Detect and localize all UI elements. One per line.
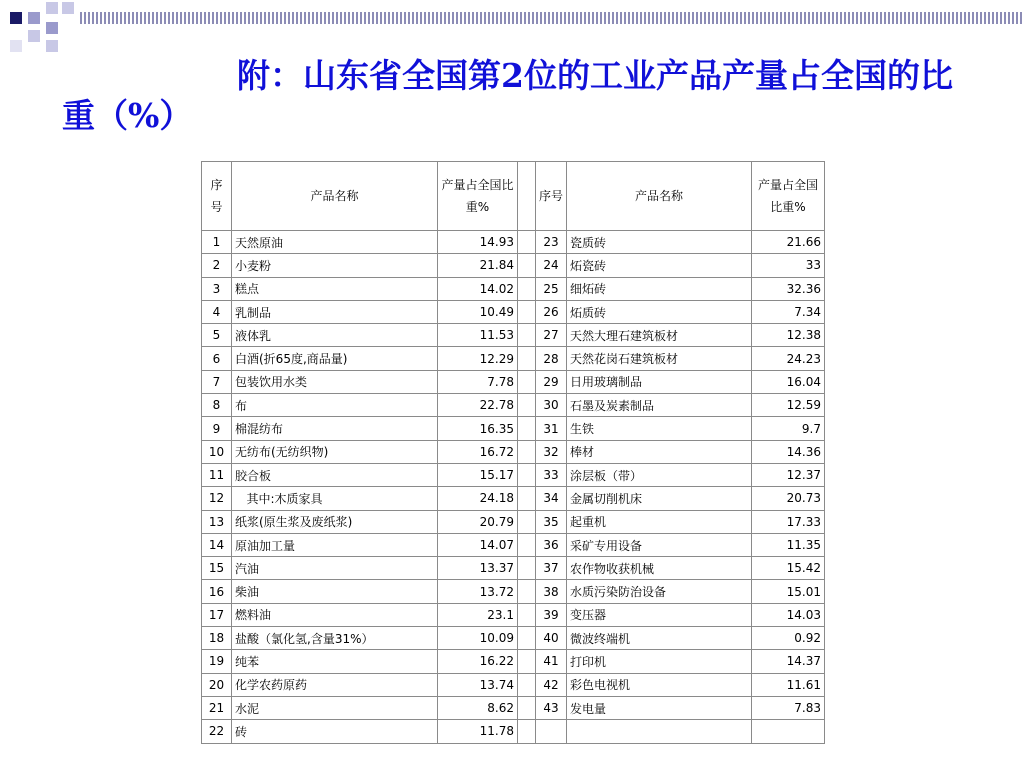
- row-number: 23: [536, 231, 567, 254]
- row-number: 37: [536, 557, 567, 580]
- row-number: 43: [536, 696, 567, 719]
- share-value: 12.59: [752, 394, 825, 417]
- column-gap: [518, 370, 536, 393]
- header-no: 序号: [202, 162, 232, 231]
- column-gap: [518, 673, 536, 696]
- column-gap: [518, 277, 536, 300]
- product-name: 石墨及炭素制品: [567, 394, 752, 417]
- column-gap: [518, 603, 536, 626]
- column-gap: [518, 300, 536, 323]
- row-number: 17: [202, 603, 232, 626]
- product-name: 打印机: [567, 650, 752, 673]
- product-name: 变压器: [567, 603, 752, 626]
- row-number: 14: [202, 533, 232, 556]
- product-name: 水质污染防治设备: [567, 580, 752, 603]
- product-name: 燃料油: [232, 603, 438, 626]
- product-name: 柴油: [232, 580, 438, 603]
- share-value: 12.37: [752, 463, 825, 486]
- header-name: 产品名称: [232, 162, 438, 231]
- header-stripe: [80, 12, 1024, 24]
- product-name: 小麦粉: [232, 254, 438, 277]
- product-name: 采矿专用设备: [567, 533, 752, 556]
- row-number: 2: [202, 254, 232, 277]
- column-gap: [518, 510, 536, 533]
- row-number: 26: [536, 300, 567, 323]
- share-value: 20.73: [752, 487, 825, 510]
- share-value: 7.78: [438, 370, 518, 393]
- column-gap: [518, 487, 536, 510]
- column-gap: [518, 324, 536, 347]
- row-number: 7: [202, 370, 232, 393]
- share-value: 11.35: [752, 533, 825, 556]
- table-row: [202, 277, 825, 300]
- column-gap: [518, 650, 536, 673]
- row-number: 42: [536, 673, 567, 696]
- row-number: 32: [536, 440, 567, 463]
- share-value: 14.93: [438, 231, 518, 254]
- share-value: 15.42: [752, 557, 825, 580]
- row-number: 36: [536, 533, 567, 556]
- table-row: [202, 463, 825, 486]
- share-value: 11.53: [438, 324, 518, 347]
- page-title: 附：山东省全国第2位的工业产品产量占全国的比重（%）: [62, 56, 953, 135]
- product-name: 微波终端机: [567, 627, 752, 650]
- share-value: 33: [752, 254, 825, 277]
- table-row: [202, 417, 825, 440]
- product-name: 无纺布(无纺织物): [232, 440, 438, 463]
- row-number: 22: [202, 720, 232, 743]
- share-value: 23.1: [438, 603, 518, 626]
- product-name: 纯苯: [232, 650, 438, 673]
- header-share: 产量占全国比重%: [438, 162, 518, 231]
- product-name: 瓷质砖: [567, 231, 752, 254]
- row-number: 6: [202, 347, 232, 370]
- share-value: 17.33: [752, 510, 825, 533]
- product-name: 涂层板（带）: [567, 463, 752, 486]
- share-value: 14.03: [752, 603, 825, 626]
- table-header-row: [202, 162, 825, 231]
- row-number: 10: [202, 440, 232, 463]
- row-number: 31: [536, 417, 567, 440]
- row-number: 12: [202, 487, 232, 510]
- column-gap: [518, 254, 536, 277]
- row-number: 30: [536, 394, 567, 417]
- product-name: 天然大理石建筑板材: [567, 324, 752, 347]
- share-value: 8.62: [438, 696, 518, 719]
- row-number: 18: [202, 627, 232, 650]
- table-row: [202, 300, 825, 323]
- row-number: 29: [536, 370, 567, 393]
- share-value: 20.79: [438, 510, 518, 533]
- product-name: 化学农药原药: [232, 673, 438, 696]
- share-value: 16.04: [752, 370, 825, 393]
- row-number: 19: [202, 650, 232, 673]
- table-row: [202, 557, 825, 580]
- row-number: 38: [536, 580, 567, 603]
- product-name: 纸浆(原生浆及废纸浆): [232, 510, 438, 533]
- product-name: 彩色电视机: [567, 673, 752, 696]
- product-name: 炻瓷砖: [567, 254, 752, 277]
- product-name: 炻质砖: [567, 300, 752, 323]
- row-number: 24: [536, 254, 567, 277]
- share-value: 24.18: [438, 487, 518, 510]
- share-value: 10.49: [438, 300, 518, 323]
- share-value: 16.35: [438, 417, 518, 440]
- product-name: 包装饮用水类: [232, 370, 438, 393]
- table-row: [202, 580, 825, 603]
- row-number: 4: [202, 300, 232, 323]
- row-number: 11: [202, 463, 232, 486]
- table-row: [202, 254, 825, 277]
- share-value: 9.7: [752, 417, 825, 440]
- table-row: [202, 370, 825, 393]
- share-value: 16.22: [438, 650, 518, 673]
- product-name: [567, 720, 752, 743]
- column-gap: [518, 162, 536, 231]
- share-value: 21.84: [438, 254, 518, 277]
- product-name: 其中:木质家具: [232, 487, 438, 510]
- row-number: 1: [202, 231, 232, 254]
- share-value: 32.36: [752, 277, 825, 300]
- column-gap: [518, 417, 536, 440]
- row-number: 33: [536, 463, 567, 486]
- share-value: 7.83: [752, 696, 825, 719]
- row-number: 27: [536, 324, 567, 347]
- share-value: 14.36: [752, 440, 825, 463]
- row-number: [536, 720, 567, 743]
- product-name: 糕点: [232, 277, 438, 300]
- share-value: 10.09: [438, 627, 518, 650]
- share-value: 15.01: [752, 580, 825, 603]
- table-row: [202, 231, 825, 254]
- row-number: 3: [202, 277, 232, 300]
- share-value: 13.37: [438, 557, 518, 580]
- share-value: 16.72: [438, 440, 518, 463]
- product-name: 乳制品: [232, 300, 438, 323]
- table-row: [202, 347, 825, 370]
- column-gap: [518, 580, 536, 603]
- table-row: [202, 603, 825, 626]
- product-name: 液体乳: [232, 324, 438, 347]
- row-number: 5: [202, 324, 232, 347]
- share-value: 14.37: [752, 650, 825, 673]
- column-gap: [518, 627, 536, 650]
- table-row: [202, 696, 825, 719]
- table-row: [202, 324, 825, 347]
- share-value: 11.61: [752, 673, 825, 696]
- row-number: 8: [202, 394, 232, 417]
- share-value: 21.66: [752, 231, 825, 254]
- share-value: 13.74: [438, 673, 518, 696]
- row-number: 13: [202, 510, 232, 533]
- row-number: 39: [536, 603, 567, 626]
- header-name: 产品名称: [567, 162, 752, 231]
- header-share: 产量占全国比重%: [752, 162, 825, 231]
- product-name: 金属切削机床: [567, 487, 752, 510]
- share-value: 12.29: [438, 347, 518, 370]
- product-name: 棒材: [567, 440, 752, 463]
- column-gap: [518, 440, 536, 463]
- product-name: 布: [232, 394, 438, 417]
- row-number: 34: [536, 487, 567, 510]
- product-name: 起重机: [567, 510, 752, 533]
- column-gap: [518, 231, 536, 254]
- column-gap: [518, 720, 536, 743]
- table-row: [202, 394, 825, 417]
- row-number: 41: [536, 650, 567, 673]
- product-name: 胶合板: [232, 463, 438, 486]
- corner-decoration: [0, 0, 80, 60]
- column-gap: [518, 557, 536, 580]
- product-name: 天然原油: [232, 231, 438, 254]
- column-gap: [518, 347, 536, 370]
- row-number: 25: [536, 277, 567, 300]
- row-number: 35: [536, 510, 567, 533]
- share-value: 0.92: [752, 627, 825, 650]
- row-number: 15: [202, 557, 232, 580]
- table-row: [202, 533, 825, 556]
- share-value: 12.38: [752, 324, 825, 347]
- product-name: 原油加工量: [232, 533, 438, 556]
- product-name: 日用玻璃制品: [567, 370, 752, 393]
- row-number: 40: [536, 627, 567, 650]
- product-name: 细炻砖: [567, 277, 752, 300]
- table-row: [202, 487, 825, 510]
- row-number: 28: [536, 347, 567, 370]
- share-value: 14.02: [438, 277, 518, 300]
- product-name: 农作物收获机械: [567, 557, 752, 580]
- share-value: 24.23: [752, 347, 825, 370]
- product-name: 天然花岗石建筑板材: [567, 347, 752, 370]
- row-number: 16: [202, 580, 232, 603]
- product-name: 砖: [232, 720, 438, 743]
- table-row: [202, 440, 825, 463]
- product-name: 盐酸（氯化氢,含量31%）: [232, 627, 438, 650]
- share-value: 13.72: [438, 580, 518, 603]
- product-name: 棉混纺布: [232, 417, 438, 440]
- table-row: [202, 650, 825, 673]
- table-row: [202, 720, 825, 743]
- share-value: 14.07: [438, 533, 518, 556]
- product-name: 生铁: [567, 417, 752, 440]
- product-name: 水泥: [232, 696, 438, 719]
- product-name: 汽油: [232, 557, 438, 580]
- row-number: 21: [202, 696, 232, 719]
- share-value: 15.17: [438, 463, 518, 486]
- product-name: 发电量: [567, 696, 752, 719]
- column-gap: [518, 463, 536, 486]
- share-value: 7.34: [752, 300, 825, 323]
- row-number: 20: [202, 673, 232, 696]
- column-gap: [518, 696, 536, 719]
- column-gap: [518, 533, 536, 556]
- share-value: [752, 720, 825, 743]
- share-value: 11.78: [438, 720, 518, 743]
- share-value: 22.78: [438, 394, 518, 417]
- row-number: 9: [202, 417, 232, 440]
- table-row: [202, 627, 825, 650]
- header-no: 序号: [536, 162, 567, 231]
- product-share-table: [201, 161, 825, 744]
- table-row: [202, 673, 825, 696]
- product-name: 白酒(折65度,商品量): [232, 347, 438, 370]
- table-row: [202, 510, 825, 533]
- column-gap: [518, 394, 536, 417]
